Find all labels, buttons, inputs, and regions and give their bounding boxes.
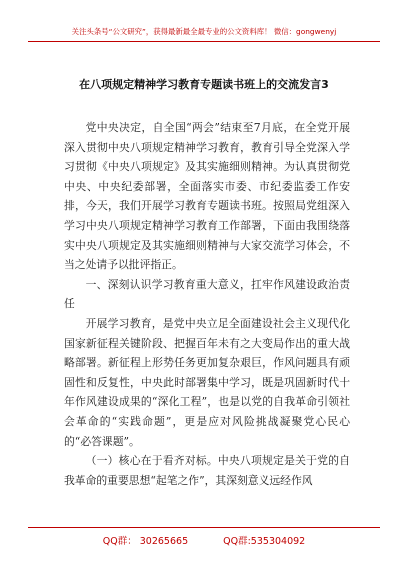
qq-group-1: QQ群： 30265665 — [102, 536, 189, 547]
footer — [0, 533, 408, 547]
document-body — [64, 118, 350, 490]
qq-group-2: QQ群:535304092 — [223, 536, 306, 547]
document-title: 在八项规定精神学习教育专题读书班上的交流发言3 — [79, 78, 329, 91]
paragraph: （一）核心在于看齐对标。中央八项规定是关于党的自我革命的重要思想“起笔之作”，其深刻意义远经作风 — [64, 454, 350, 487]
paragraph: 开展学习教育，是党中央立足全面建设社会主义现代化国家新征程关键阶段、把握百年未有之大变局作出的重大战略部署。新征程上形势任务更加复杂艰巨，作风问题具有顽固性和反复性，中央此时部署集中学习，既是巩固新时代十年作风建设成果的“深化工程”，也是以党的自我革命引领社会革命的“实践命题”，更是应对风险挑战凝聚党心民心的“必答课题”。 — [64, 316, 350, 448]
paragraph: 党中央决定，自全国“两会”结束至7月底，在全党开展深入贯彻中央八项规定精神学习教育，教育引导全党深入学习贯彻《中央八项规定》及其实施细则精神。为认真贯彻党中央、中央纪委部署，全面落实市委、市纪委监委工作安排，今天，我们开展学习教育专题读书班。按照局党组深入学习中央八项规定精神学习教育工作部署，下面由我围绕落实中央八项规定及其实施细则精神与大家交流学习体会，不当之处请予以批评指正。 — [64, 121, 350, 272]
section-heading: 一、深刻认识学习教育重大意义，扛牢作风建设政治责任 — [64, 277, 350, 311]
footer-divider — [28, 527, 380, 528]
header-banner: 关注头条号“公文研究”，获得最新最全最专业的公文资料库！ 微信：gongwenyj — [71, 27, 337, 36]
header-divider — [28, 41, 380, 42]
